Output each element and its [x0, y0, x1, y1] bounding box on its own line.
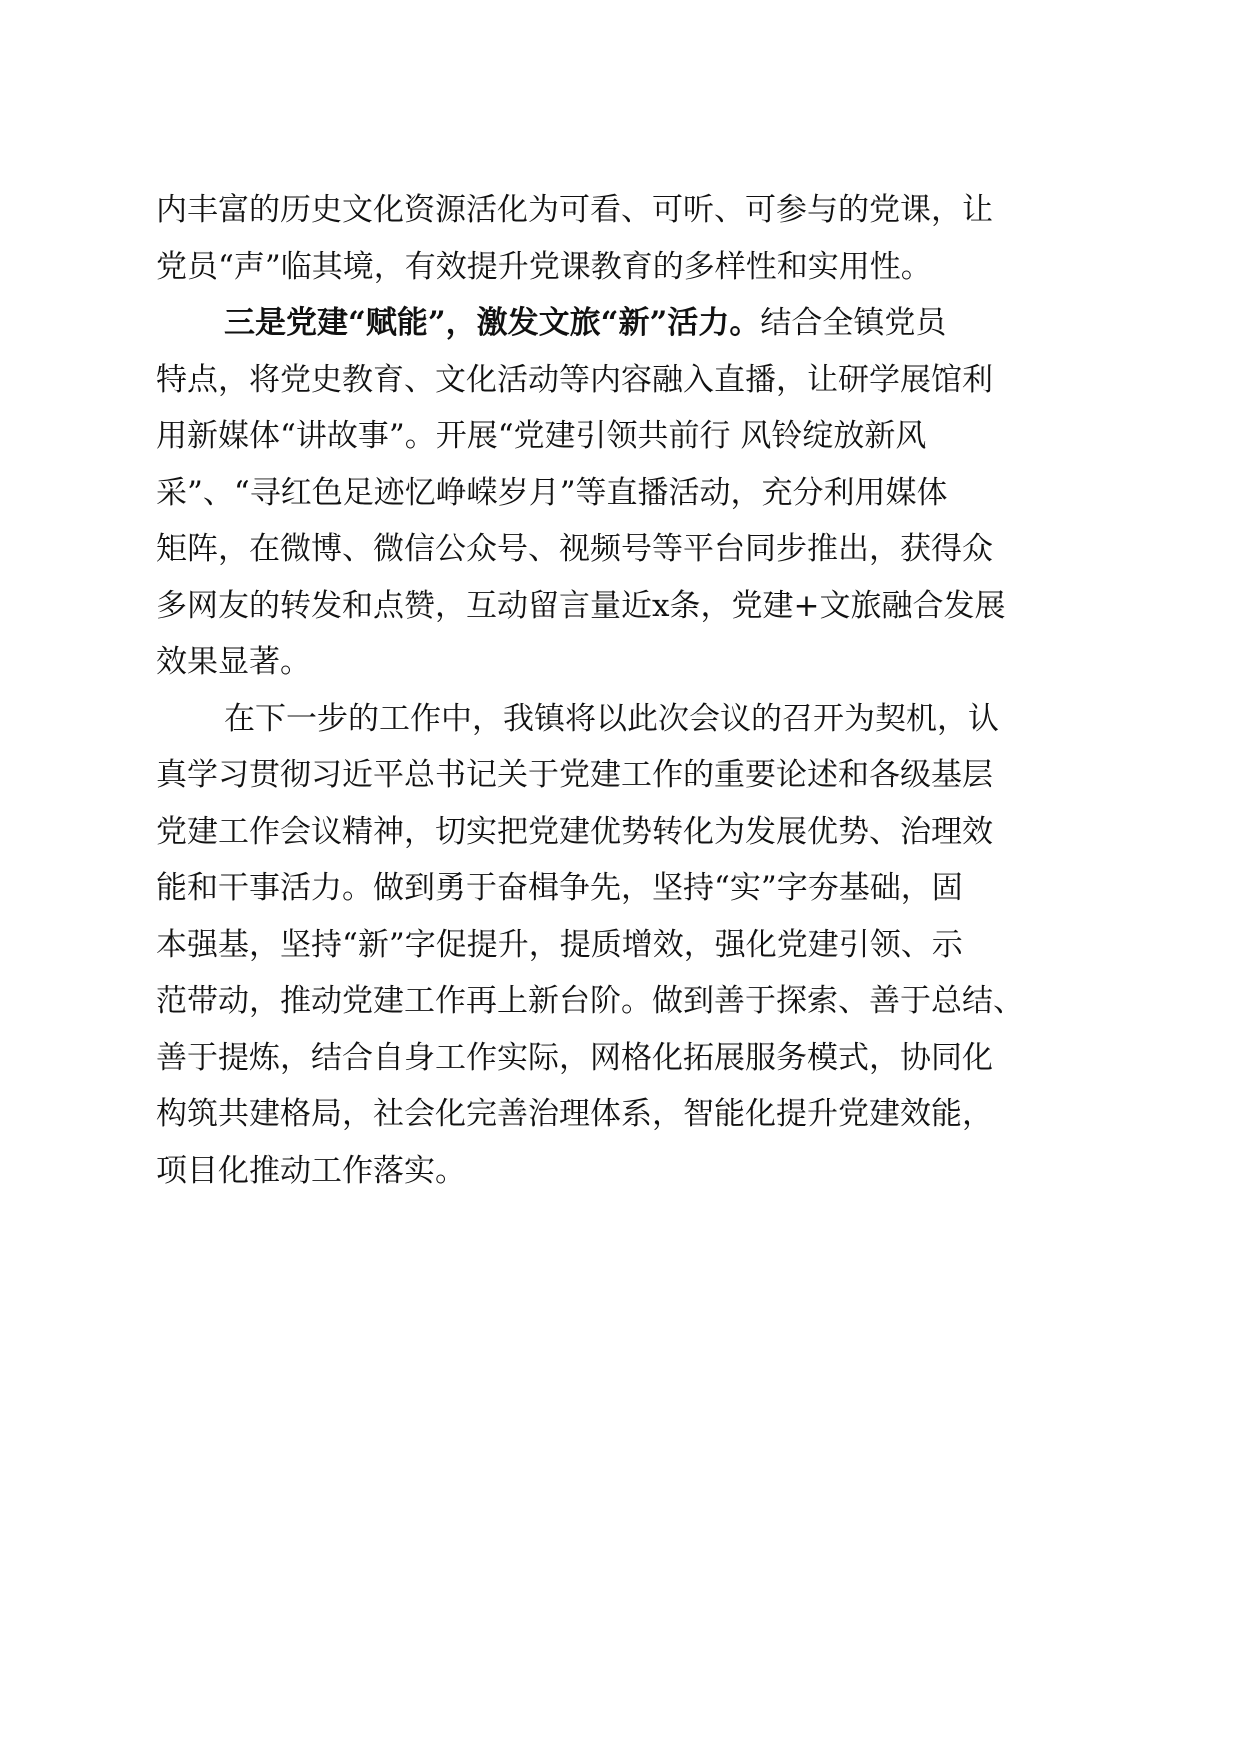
text-line: 党员“声”临其境，有效提升党课教育的多样性和实用性。 [156, 248, 932, 285]
text-line: 效果显著。 [156, 644, 311, 680]
text-run: 结合全镇党员 [760, 305, 947, 341]
text-line: 项目化推动工作落实。 [156, 1152, 466, 1189]
text-line: 特点，将党史教育、文化活动等内容融入直播，让研学展馆利 [156, 361, 993, 398]
text-line: 范带动，推动党建工作再上新台阶。做到善于探索、善于总结、 [156, 983, 1024, 1019]
text-line: 能和干事活力。做到勇于奋楫争先，坚持“实”字夯基础，固 [156, 870, 963, 906]
text-line: 在下一步的工作中，我镇将以此次会议的召开为契机，认 [224, 700, 999, 737]
paragraph-2-first-line [156, 295, 1086, 352]
text-line: 善于提炼，结合自身工作实际，网格化拓展服务模式，协同化 [156, 1039, 993, 1076]
text-line: 内丰富的历史文化资源活化为可看、可听、可参与的党课，让 [156, 192, 993, 228]
text-line: 矩阵，在微博、微信公众号、视频号等平台同步推出，获得众 [156, 531, 993, 567]
paragraph-3 [156, 691, 1086, 1200]
paragraph-1 [156, 182, 1086, 295]
document-body [156, 182, 1086, 1199]
text-line: 真学习贯彻习近平总书记关于党建工作的重要论述和各级基层 [156, 757, 993, 793]
text-line: 本强基，坚持“新”字促提升，提质增效，强化党建引领、示 [156, 926, 963, 963]
section-heading: 三是党建“赋能”，激发文旅“新”活力。 [224, 305, 761, 341]
text-line: 用新媒体“讲故事”。开展“党建引领共前行 风铃绽放新风 [156, 418, 927, 454]
text-line: 构筑共建格局，社会化完善治理体系，智能化提升党建效能， [156, 1096, 993, 1132]
text-line: 多网友的转发和点赞，互动留言量近x条，党建+文旅融合发展 [156, 587, 1006, 624]
text-line: 党建工作会议精神，切实把党建优势转化为发展优势、治理效 [156, 813, 993, 850]
text-line: 采”、“寻红色足迹忆峥嵘岁月”等直播活动，充分利用媒体 [156, 474, 948, 511]
paragraph-2 [156, 295, 1086, 691]
